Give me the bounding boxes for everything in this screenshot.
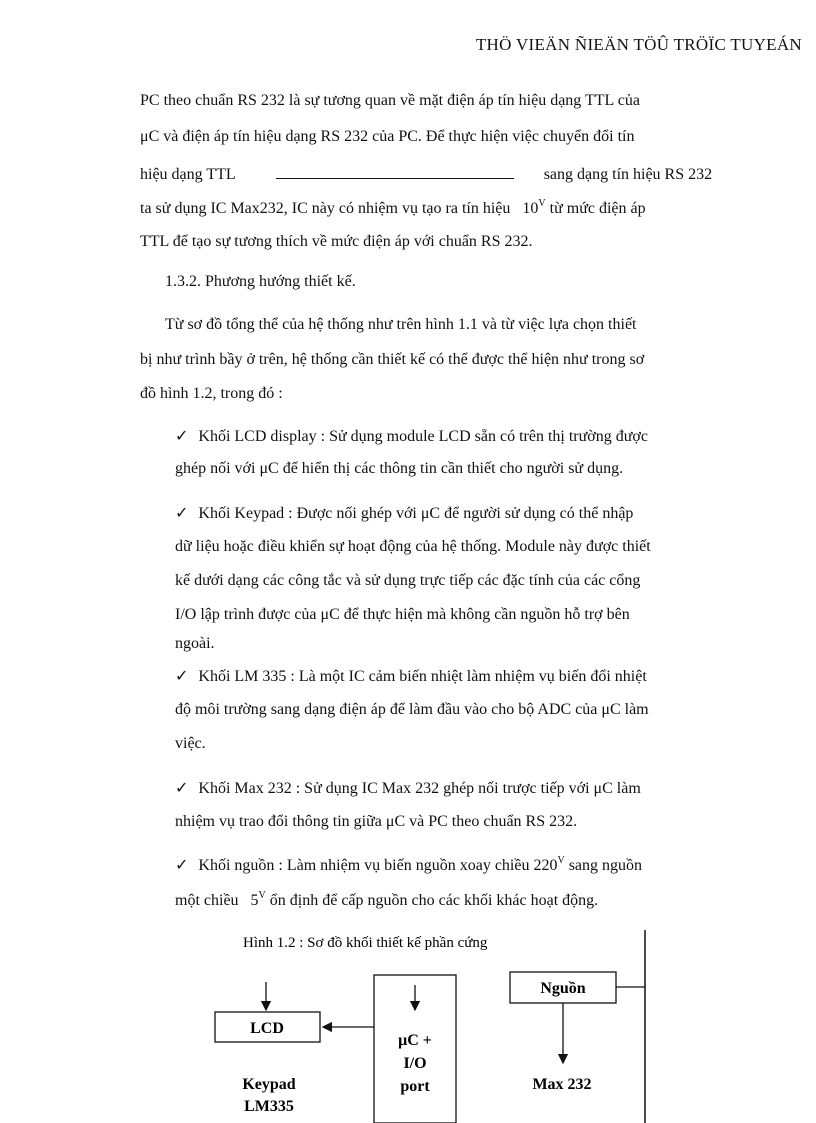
check-icon: ✓ <box>175 857 189 874</box>
bullet-keypad-text1: Khối Keypad : Được nối ghép với μC để người sử dụng có thể nhập <box>198 505 634 522</box>
bullet-power-text1b: sang nguồn <box>564 857 643 874</box>
power-label: Nguồn <box>540 980 586 997</box>
line4-b: từ mức điện áp <box>549 200 646 217</box>
page-header: THÖ VIEÄN ÑIEÄN TÖÛ TRÖÏC TUYEÁN <box>475 35 802 54</box>
paragraph1-line5: TTL để tạo sự tương thích về mức điện áp với chuẩn RS 232. <box>140 233 533 250</box>
check-icon: ✓ <box>175 505 189 522</box>
check-icon: ✓ <box>175 668 189 685</box>
uc-label-1: μC + <box>398 1032 432 1049</box>
bullet-power-text2a: một chiều <box>175 892 239 909</box>
bullet-lm335-line3: việc. <box>175 735 206 752</box>
bullet-lm335-text1: Khối LM 335 : Là một IC cảm biến nhiệt làm nhiệm vụ biến đổi nhiệt <box>198 668 647 685</box>
paragraph2-line2: bị như trình bầy ở trên, hệ thống cần thiết kế có thể được thể hiện như trong sơ <box>140 351 645 368</box>
bullet-lcd-line2: ghép nối với μC để hiển thị các thông tin cần thiết cho người sử dụng. <box>175 460 624 477</box>
figure-caption: Hình 1.2 : Sơ đồ khối thiết kế phần cứng <box>243 935 488 951</box>
paragraph1-line2: μC và điện áp tín hiệu dạng RS 232 của PC. Để thực hiện việc chuyển đổi tín <box>140 128 635 145</box>
bullet-power-text1a: Khối nguồn : Làm nhiệm vụ biến nguồn xoay chiều 220 <box>198 857 558 874</box>
section-heading: 1.3.2. Phương hướng thiết kế. <box>165 273 356 290</box>
paragraph2-line3: đồ hình 1.2, trong đó : <box>140 385 283 402</box>
line3-right: sang dạng tín hiệu RS 232 <box>543 166 713 183</box>
line4-a: ta sử dụng IC Max232, IC này có nhiệm vụ tạo ra tín hiệu <box>140 200 511 217</box>
bullet-keypad-line2: dữ liệu hoặc điều khiển sự hoạt động của hệ thống. Module này được thiết <box>175 538 651 555</box>
paragraph1-line1: PC theo chuẩn RS 232 là sự tương quan về mặt điện áp tín hiệu dạng TTL của <box>140 92 640 109</box>
bullet-keypad-line3: kế dưới dạng các công tắc và sử dụng trực tiếp các đặc tính của các cổng <box>175 572 641 589</box>
uc-label-2: I/O <box>403 1055 427 1072</box>
line3-left: hiệu dạng TTL <box>140 166 236 183</box>
lm335-label: LM335 <box>244 1098 294 1115</box>
lcd-label: LCD <box>250 1020 284 1037</box>
check-icon: ✓ <box>175 428 189 445</box>
bullet-keypad-line5: ngoài. <box>175 635 215 652</box>
keypad-label: Keypad <box>242 1076 296 1093</box>
bullet-lcd-text1: Khối LCD display : Sử dụng module LCD sẵn có trên thị trường được <box>198 428 648 445</box>
bullet-lm335-line2: độ môi trường sang dạng điện áp để làm đầu vào cho bộ ADC của μC làm <box>175 701 649 718</box>
bullet-power-text2b: ổn định để cấp nguồn cho các khối khác hoạt động. <box>265 892 599 909</box>
bullet-keypad-line4: I/O lập trình được của μC để thực hiện mà không cần nguồn hỗ trợ bên <box>175 606 630 623</box>
bullet-max232-line2: nhiệm vụ trao đổi thông tin giữa μC và PC theo chuẩn RS 232. <box>175 813 578 830</box>
uc-label-3: port <box>400 1078 430 1095</box>
line4-num: 10 <box>522 200 539 217</box>
bullet-power-num: 5 <box>250 892 259 909</box>
line4-sup: V <box>538 198 546 209</box>
bullet-power-sup1: V <box>557 855 565 866</box>
bullet-power-sup2: V <box>258 890 266 901</box>
bullet-max232-text1: Khối Max 232 : Sử dụng IC Max 232 ghép nối trược tiếp với μC làm <box>198 780 641 797</box>
paragraph2-line1: Từ sơ đồ tổng thể của hệ thống như trên hình 1.1 và từ việc lựa chọn thiết <box>165 316 637 333</box>
max232-label: Max 232 <box>532 1076 592 1093</box>
check-icon: ✓ <box>175 780 189 797</box>
